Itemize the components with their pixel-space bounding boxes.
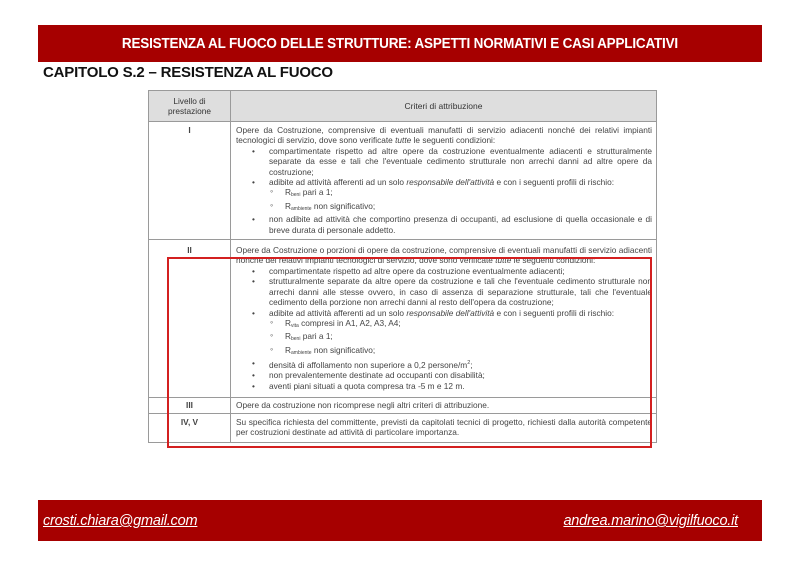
column-header-level: Livello di prestazione	[149, 91, 231, 122]
criteria-intro: Opere da Costruzione, comprensive di eventuali manufatti di servizio adiacenti nonché dei relativi impianti tecnologici di servizio, dove sono verificate tutte le seguenti condizioni:	[236, 125, 652, 146]
bullet-item: • non prevalentemente destinate ad occupanti con disabilità;	[236, 370, 652, 380]
header-banner	[38, 25, 762, 62]
bullet-item: • strutturalmente separate da altre opere da costruzione e tali che l'eventuale cedimento strutturale non arrechi danni alle stesse ovvero, in caso di assenza di separazione strutturale, tali che l'eventuale cedimento della porzione non arrechi danni al resto dell'opera da costruzione;	[236, 276, 652, 307]
table-row	[149, 413, 657, 443]
level-cell: II	[149, 240, 231, 398]
criteria-cell: Su specifica richiesta del committente, previsti da capitolati tecnici di progetto, richiesti dalla autorità competente per costruzioni destinate ad attività di particolare importanza.	[231, 413, 657, 443]
level-cell: III	[149, 398, 231, 413]
criteria-cell: Opere da costruzione non ricomprese negli altri criteri di attribuzione.	[231, 398, 657, 413]
bullet-item: • compartimentate rispetto ad altre opere da costruzione eventualmente adiacenti e strutturalmente separate da esse e tali che l'eventuale cedimento strutturale non arrechi danni ad altre opere da costruzione;	[236, 146, 652, 177]
chapter-title: CAPITOLO S.2 – RESISTENZA AL FUOCO	[43, 64, 333, 81]
bullet-item: • aventi piani situati a quota compresa tra -5 m e 12 m.	[236, 381, 652, 391]
table-row	[149, 240, 657, 398]
criteria-intro: Opere da Costruzione o porzioni di opere da costruzione, comprensive di eventuali manufatti di servizio adiacenti nonché dei relativi impianti tecnologici di servizio, dove sono verificate tutte le seguenti condizioni:	[236, 245, 652, 266]
level-cell: I	[149, 122, 231, 240]
bullet-item: • densità di affollamento non superiore a 0,2 persone/$m^2$;	[236, 358, 652, 370]
level-cell: IV, V	[149, 413, 231, 443]
sub-bullet-item: ◦ $R_{beni}$ pari a 1;	[236, 187, 652, 200]
bullet-item: • adibite ad attività afferenti ad un solo responsabile dell'attività e con i seguenti profili di rischio:	[236, 308, 652, 318]
table-row	[149, 398, 657, 413]
bullet-item: • adibite ad attività afferenti ad un solo responsabile dell'attività e con i seguenti profili di rischio:	[236, 177, 652, 187]
bullet-item: • compartimentate rispetto ad altre opere da costruzione eventualmente adiacenti;	[236, 266, 652, 276]
performance-level-table	[148, 90, 657, 443]
criteria-cell	[231, 122, 657, 240]
table-header-row	[149, 91, 657, 122]
banner-title: RESISTENZA AL FUOCO DELLE STRUTTURE: ASPETTI NORMATIVI E CASI APPLICATIVI	[121, 35, 679, 52]
sub-bullet-item: ◦ $R_{vita}$ compresi in A1, A2, A3, A4;	[236, 318, 652, 331]
bullet-item: • non adibite ad attività che comportino presenza di occupanti, ad esclusione di quella occasionale e di breve durata di personale addetto.	[236, 214, 652, 235]
email-link-right[interactable]: andrea.marino@vigilfuoco.it	[563, 513, 738, 529]
column-header-criteria: Criteri di attribuzione	[231, 91, 657, 122]
sub-bullet-item: ◦ $R_{ambiente}$ non significativo;	[236, 201, 652, 214]
sub-bullet-item: ◦ $R_{beni}$ pari a 1;	[236, 331, 652, 344]
sub-bullet-item: ◦ $R_{ambiente}$ non significativo;	[236, 345, 652, 358]
criteria-cell	[231, 240, 657, 398]
table-row	[149, 122, 657, 240]
email-link-left[interactable]: crosti.chiara@gmail.com	[43, 513, 198, 529]
